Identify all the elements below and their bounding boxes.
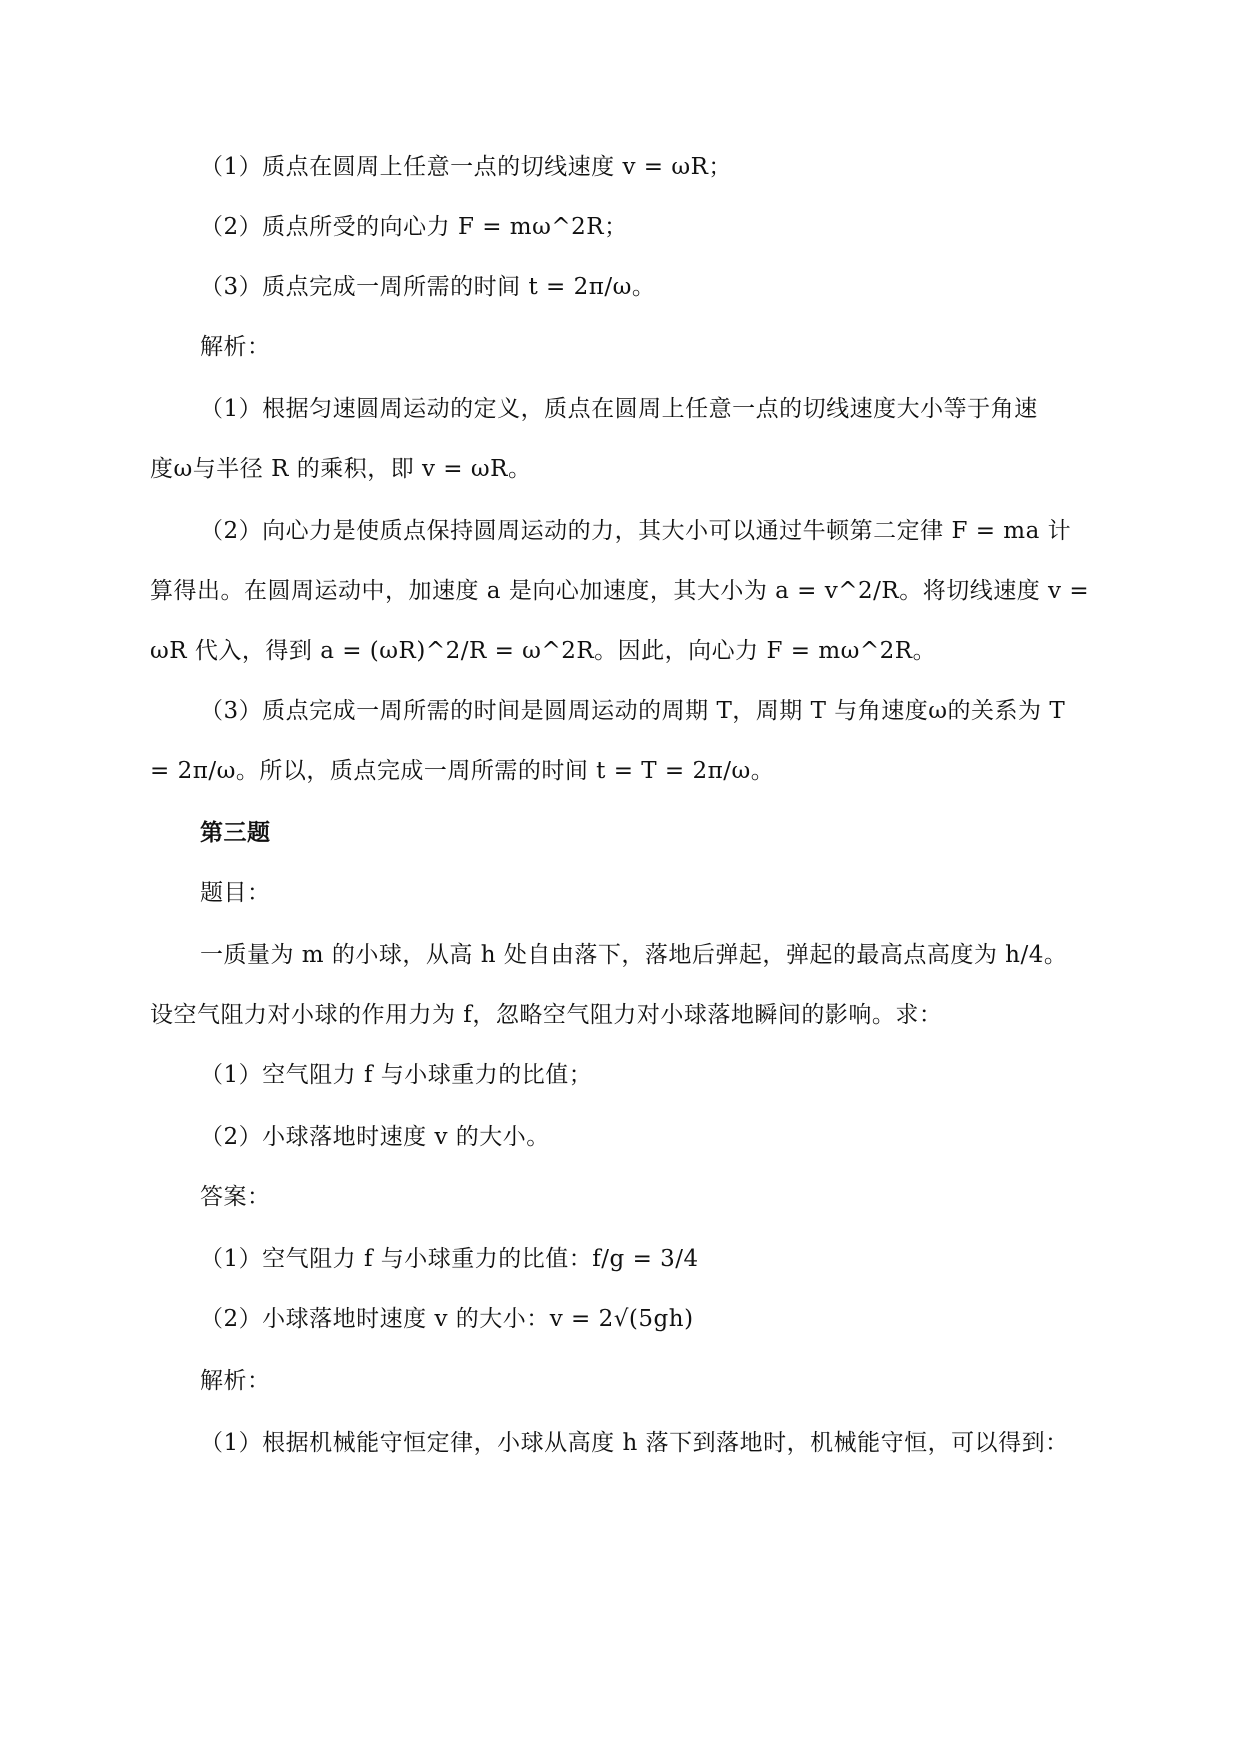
analysis-item-1: （1）根据机械能守恒定律，小球从高度 h 落下到落地时，机械能守恒，可以得到： (200, 1430, 1069, 1456)
analysis-paragraph-2-line-3: ωR 代入，得到 a = (ωR)^2/R = ω^2R。因此，向心力 F = mω^2R。 (150, 638, 937, 664)
analysis-paragraph-3-line-1: （3）质点完成一周所需的时间是圆周运动的周期 T，周期 T 与角速度ω的关系为 T (200, 698, 1066, 724)
question-label: 题目： (200, 880, 271, 906)
analysis-paragraph-1-line-1: （1）根据匀速圆周运动的定义，质点在圆周上任意一点的切线速度大小等于角速 (200, 396, 1038, 422)
analysis-paragraph-2-line-1: （2）向心力是使质点保持圆周运动的力，其大小可以通过牛顿第二定律 F = ma 计 (200, 518, 1072, 544)
answer-item-1: （1）空气阻力 f 与小球重力的比值：f/g = 3/4 (200, 1246, 699, 1272)
answer-line-1: （1）质点在圆周上任意一点的切线速度 v = ωR； (200, 154, 732, 180)
question-text-line-2: 设空气阻力对小球的作用力为 f，忽略空气阻力对小球落地瞬间的影响。求： (150, 1002, 943, 1028)
answer-line-3: （3）质点完成一周所需的时间 t = 2π/ω。 (200, 274, 656, 300)
section-heading: 第三题 (200, 819, 271, 846)
analysis-label: 解析： (200, 334, 271, 360)
analysis-label-2: 解析： (200, 1368, 271, 1394)
analysis-paragraph-2-line-2: 算得出。在圆周运动中，加速度 a 是向心加速度，其大小为 a = v^2/R。将切线速度 v = (150, 578, 1090, 604)
question-text-line-1: 一质量为 m 的小球，从高 h 处自由落下，落地后弹起，弹起的最高点高度为 h/4。 (200, 942, 1068, 968)
answer-label: 答案： (200, 1184, 271, 1210)
answer-item-2: （2）小球落地时速度 v 的大小：v = 2√(5gh) (200, 1306, 694, 1332)
analysis-paragraph-1-line-2: 度ω与半径 R 的乘积，即 v = ωR。 (150, 456, 532, 482)
answer-line-2: （2）质点所受的向心力 F = mω^2R； (200, 214, 628, 240)
question-item-2: （2）小球落地时速度 v 的大小。 (200, 1124, 550, 1150)
question-item-1: （1）空气阻力 f 与小球重力的比值； (200, 1062, 593, 1088)
analysis-paragraph-3-line-2: = 2π/ω。所以，质点完成一周所需的时间 t = T = 2π/ω。 (150, 758, 775, 784)
